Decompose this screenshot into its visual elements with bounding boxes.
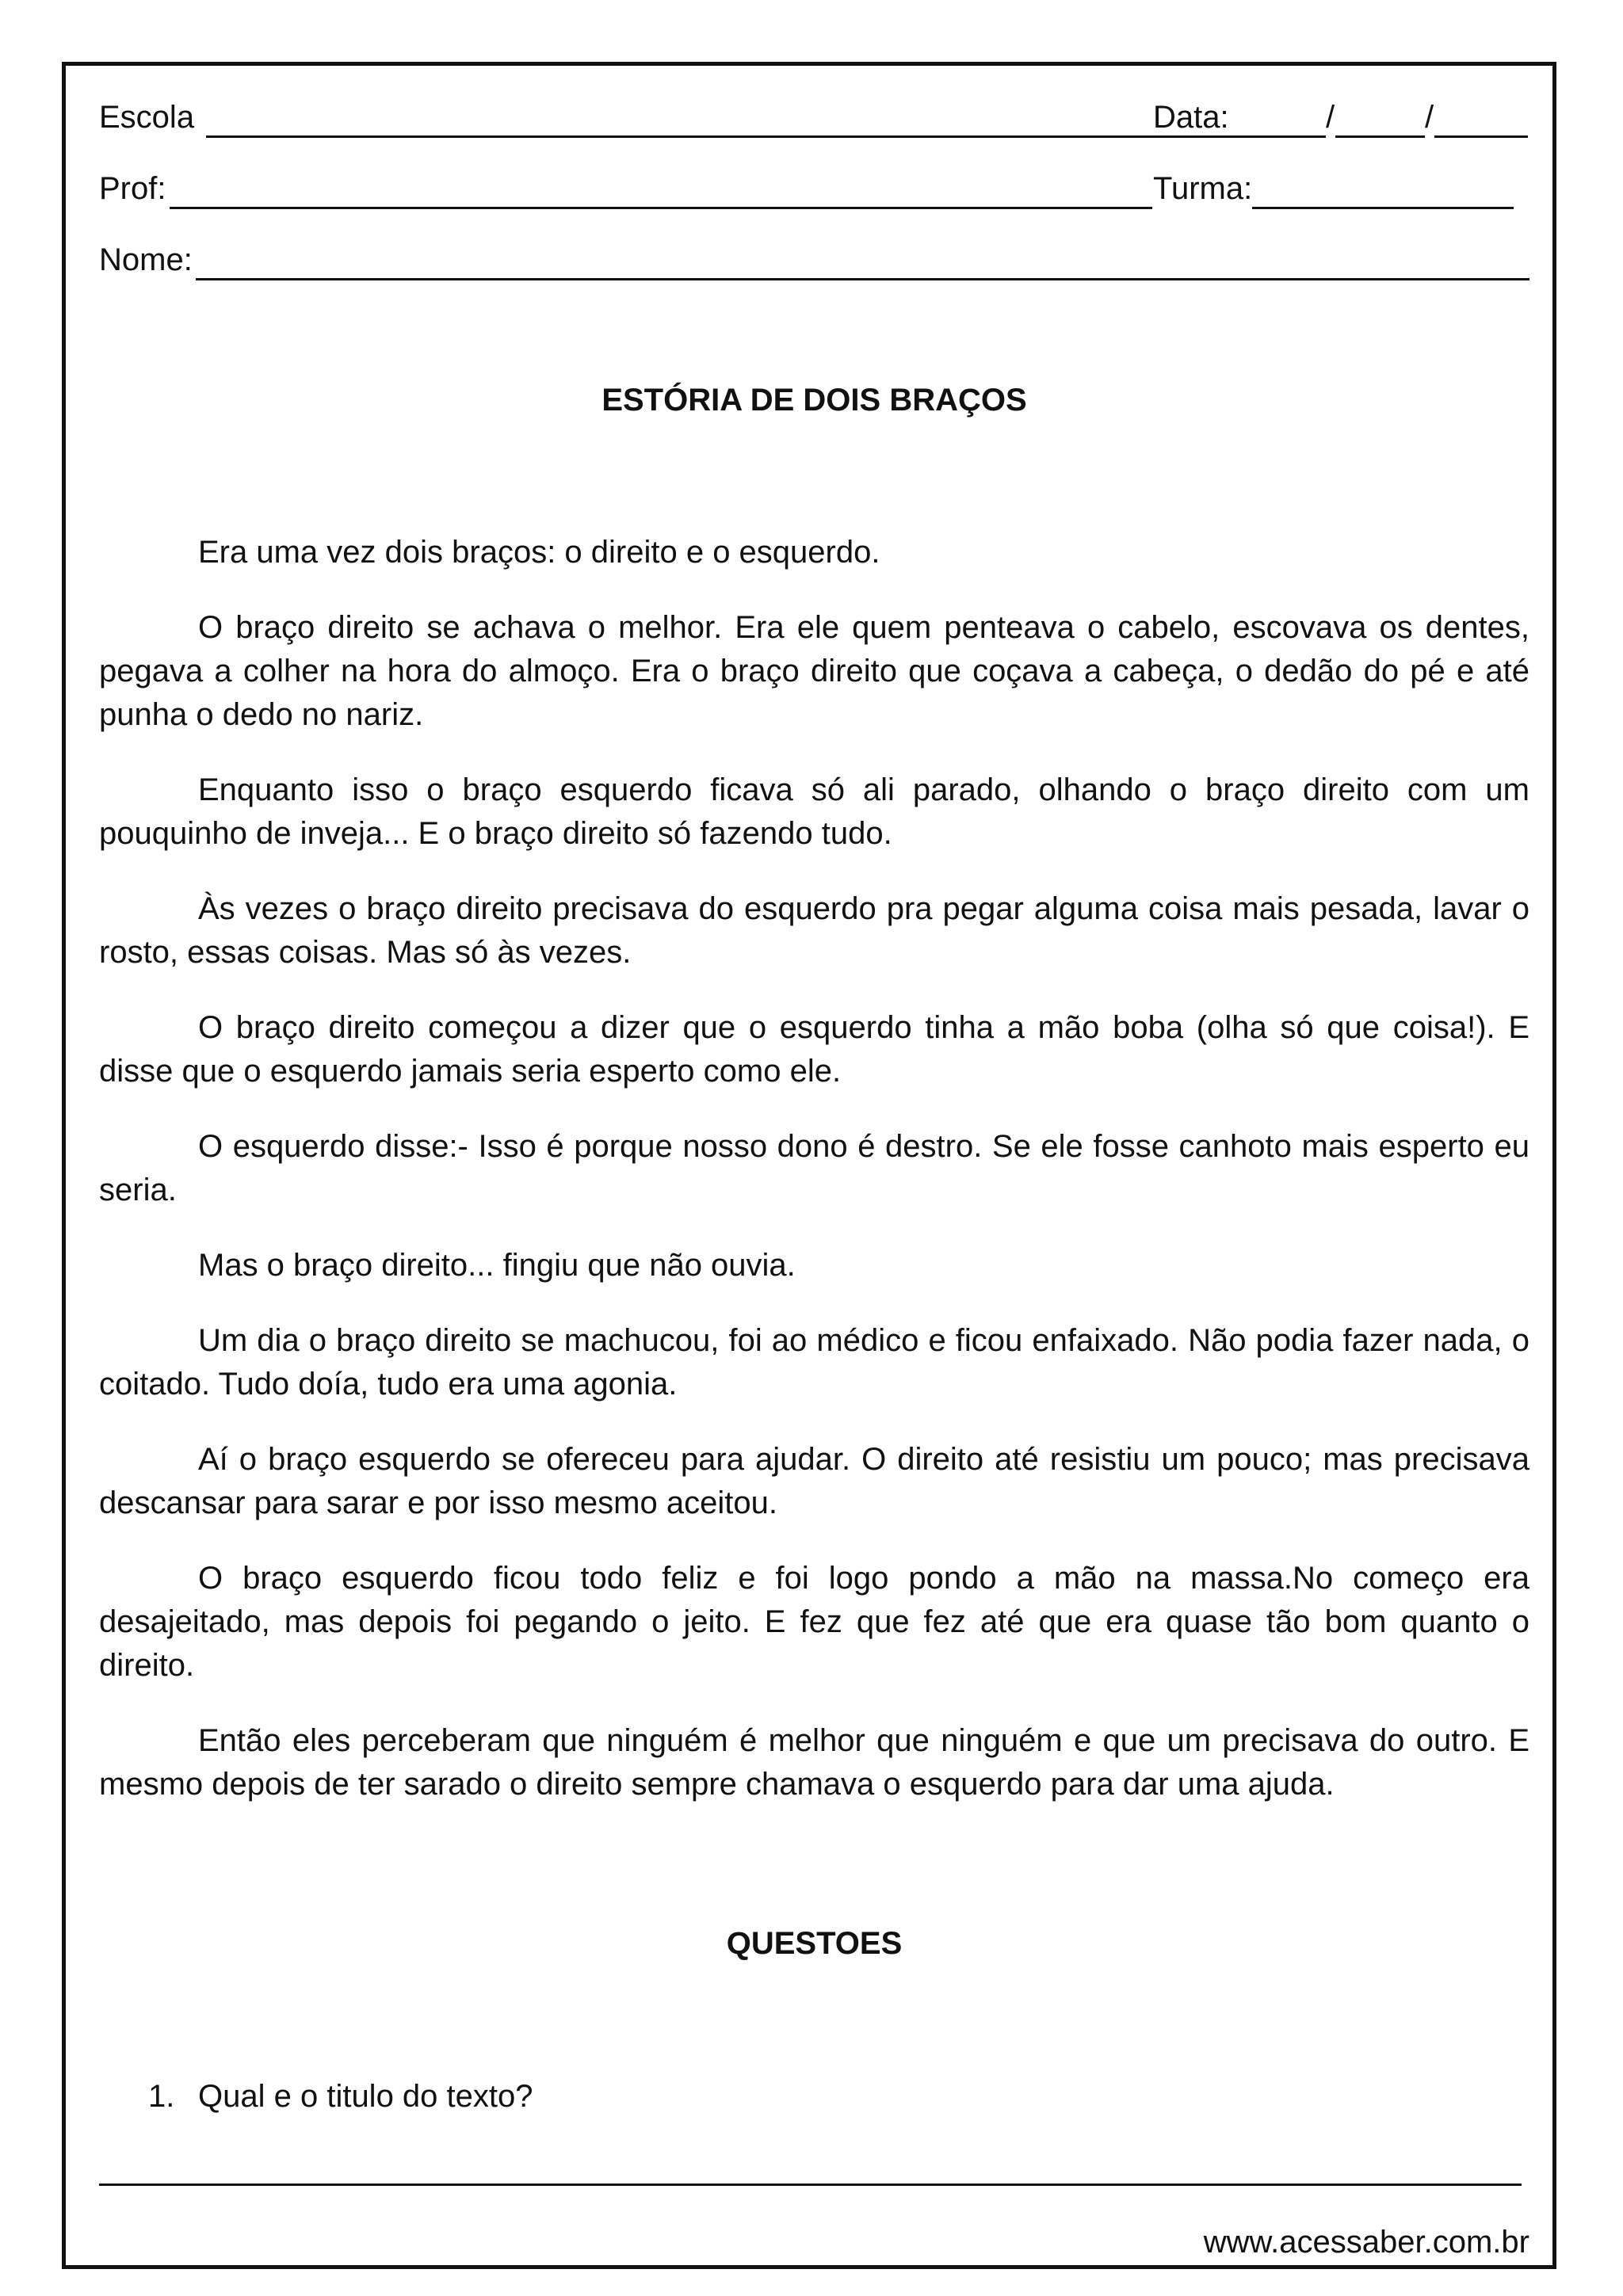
header-row-teacher [99,165,1529,212]
school-field-line[interactable] [206,135,1252,138]
story-paragraph: O esquerdo disse:- Isso é porque nosso dono é destro. Se ele fosse canhoto mais esperto eu seria. [99,1129,1529,1207]
story-title: ESTÓRIA DE DOIS BRAÇOS [601,383,1027,418]
name-field-line[interactable] [196,278,1529,280]
class-field-line[interactable] [1252,207,1514,209]
story-paragraph: O braço direito começou a dizer que o esquerdo tinha a mão boba (olha só que coisa!). E disse que o esquerdo jamais seria esperto como ele. [99,1010,1529,1089]
class-label: Turma: [1153,171,1253,206]
teacher-label: Prof: [99,171,166,206]
questions-heading: QUESTOES [726,1926,903,1961]
date-separator-1: / [1326,100,1335,135]
footer-url: www.acessaber.com.br [1203,2225,1529,2260]
question-text: Qual e o titulo do texto? [198,2079,533,2114]
story-paragraph: O braço direito se achava o melhor. Era ele quem penteava o cabelo, escovava os dentes, pegava a colher na hora do almoço. Era o braço direito que coçava a cabeça, o dedão do pé e até punha o dedo no nariz. [99,610,1529,732]
school-label: Escola [99,100,195,135]
story-paragraph: Um dia o braço direito se machucou, foi ao médico e ficou enfaixado. Não podia fazer nada, o coitado. Tudo doía, tudo era uma agonia. [99,1323,1529,1402]
story-body [99,531,1529,1838]
story-paragraph: Mas o braço direito... fingiu que não ouvia. [198,1248,796,1283]
story-paragraph: Então eles perceberam que ninguém é melhor que ninguém e que um precisava do outro. E mesmo depois de ter sarado o direito sempre chamava o esquerdo para dar uma ajuda. [99,1723,1529,1802]
date-day-line[interactable] [1235,135,1326,138]
date-year-line[interactable] [1434,135,1528,138]
header-row-name [99,236,1529,284]
story-paragraph: Aí o braço esquerdo se ofereceu para ajudar. O direito até resistiu um pouco; mas precisava descansar para sarar e por isso mesmo aceitou. [99,1442,1529,1520]
teacher-field-line[interactable] [170,207,1152,209]
name-label: Nome: [99,242,193,277]
question-number: 1. [148,2079,175,2114]
header-row-school [99,93,1529,141]
answer-line[interactable] [99,2183,1522,2186]
story-paragraph: Era uma vez dois braços: o direito e o esquerdo. [198,535,880,570]
date-month-line[interactable] [1335,135,1425,138]
story-paragraph: O braço esquerdo ficou todo feliz e foi logo pondo a mão na massa.No começo era desajeitado, mas depois foi pegando o jeito. E fez que fez até que era quase tão bom quanto o direito. [99,1561,1529,1683]
date-label: Data: [1153,100,1229,135]
date-separator-2: / [1425,100,1434,135]
story-paragraph: Enquanto isso o braço esquerdo ficava só ali parado, olhando o braço direito com um pouquinho de inveja... E o braço direito só fazendo tudo. [99,772,1529,851]
story-paragraph: Às vezes o braço direito precisava do esquerdo pra pegar alguma coisa mais pesada, lavar o rosto, essas coisas. Mas só às vezes. [99,891,1529,970]
